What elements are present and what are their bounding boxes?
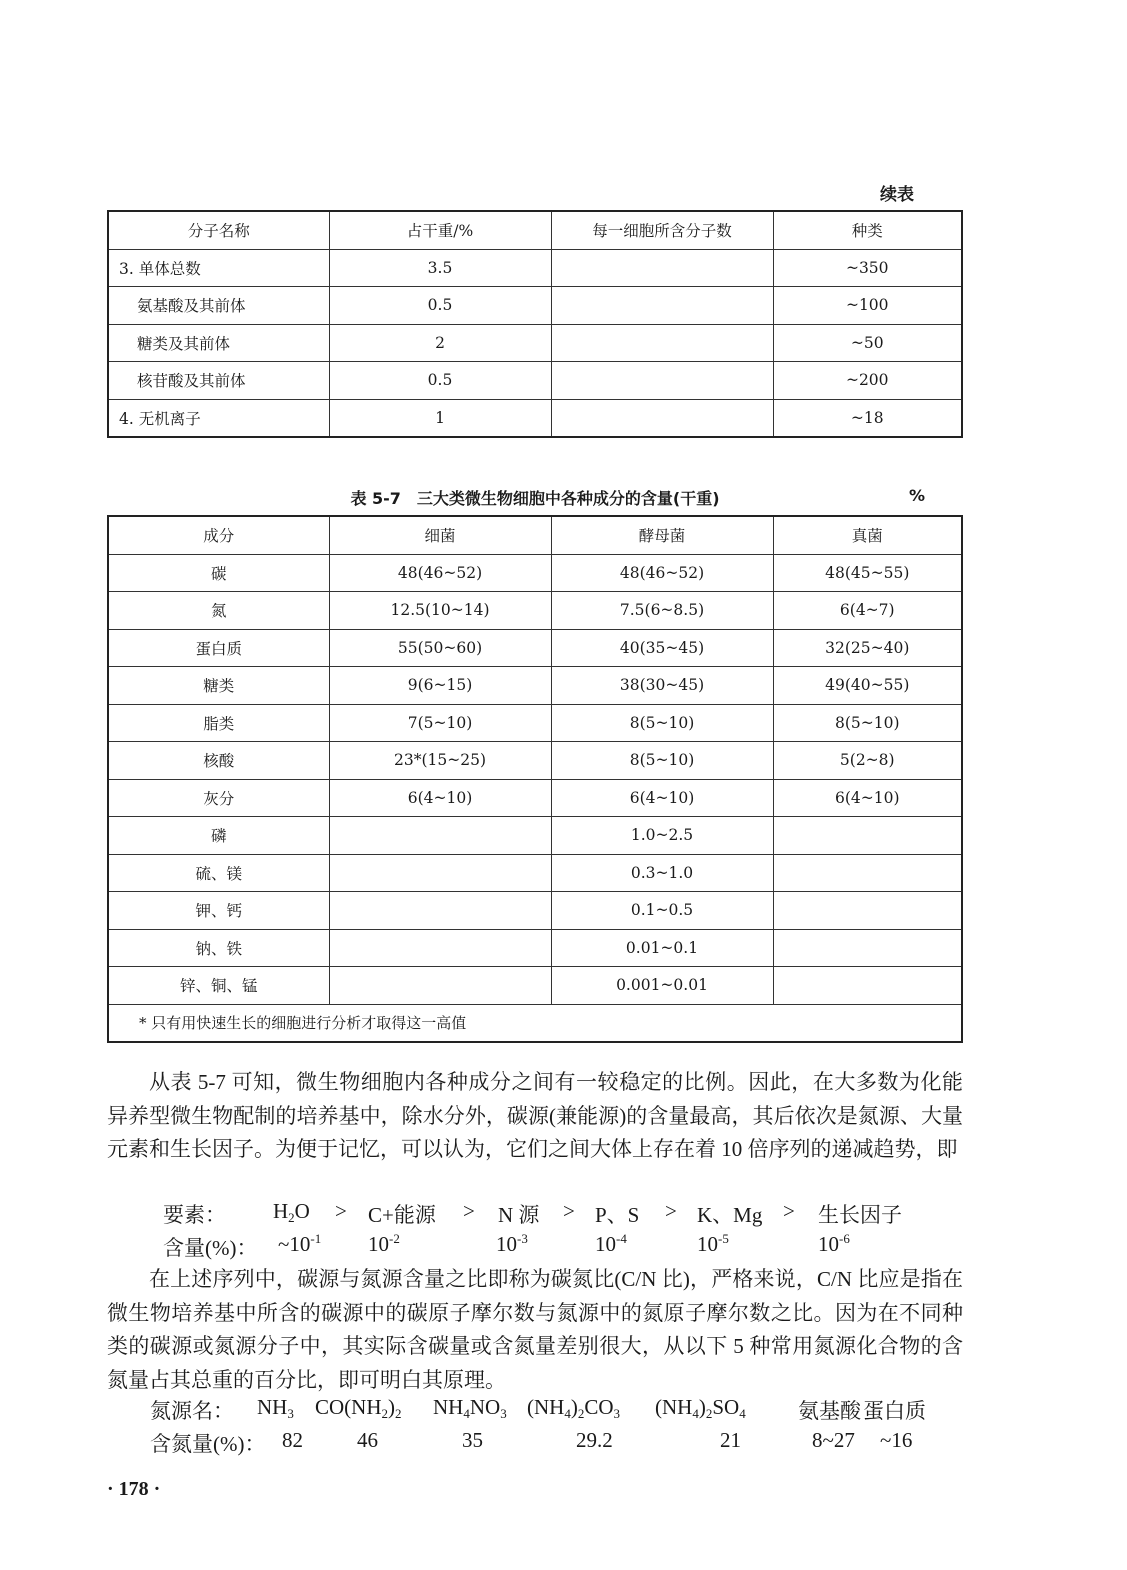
bacteria-cell bbox=[329, 817, 551, 855]
caption-text: 表 5-7 三大类微生物细胞中各种成分的含量(干重) bbox=[350, 489, 720, 508]
molecule-count-cell bbox=[551, 287, 773, 325]
table-row bbox=[108, 362, 962, 400]
nitrogen-content-value: 35 bbox=[462, 1428, 483, 1452]
table-row bbox=[108, 324, 962, 362]
sequence-element: 生长因子 bbox=[818, 1203, 902, 1227]
table-row bbox=[108, 854, 962, 892]
nitrogen-content-value: 8~27 bbox=[812, 1428, 855, 1452]
table-row bbox=[108, 779, 962, 817]
greater-than-sign: > bbox=[563, 1199, 575, 1223]
component-cell: 蛋白质 bbox=[108, 629, 329, 667]
column-header: 细菌 bbox=[329, 516, 551, 554]
molecule-name-cell: 氨基酸及其前体 bbox=[108, 287, 329, 325]
paragraph-2 bbox=[107, 1263, 963, 1397]
fungi-cell: 32(25~40) bbox=[773, 629, 962, 667]
component-cell: 糖类 bbox=[108, 667, 329, 705]
nitrogen-content-label: 含氮量(%)： bbox=[150, 1432, 266, 1456]
yeast-cell: 0.01~0.1 bbox=[551, 929, 773, 967]
table-row bbox=[108, 704, 962, 742]
table-row bbox=[108, 249, 962, 287]
molecule-name-cell: 4. 无机离子 bbox=[108, 399, 329, 437]
table-footnote: * 只有用快速生长的细胞进行分析才取得这一高值 bbox=[108, 1004, 962, 1042]
kinds-cell: ~350 bbox=[773, 249, 962, 287]
nitrogen-source-name: $NH_4NO_3$ bbox=[433, 1395, 507, 1421]
component-cell: 钾、钙 bbox=[108, 892, 329, 930]
fungi-cell: 5(2~8) bbox=[773, 742, 962, 780]
kinds-cell: ~50 bbox=[773, 324, 962, 362]
nitrogen-source-name: $(NH_4)_2CO_3$ bbox=[527, 1395, 621, 1421]
kinds-cell: ~200 bbox=[773, 362, 962, 400]
yeast-cell: 8(5~10) bbox=[551, 742, 773, 780]
sequence-element: K、Mg bbox=[697, 1203, 763, 1227]
molecule-name-cell: 3. 单体总数 bbox=[108, 249, 329, 287]
column-header: 成分 bbox=[108, 516, 329, 554]
nitrogen-content-value: 46 bbox=[357, 1428, 378, 1452]
table-row bbox=[108, 929, 962, 967]
molecule-count-cell bbox=[551, 324, 773, 362]
nitrogen-content-row bbox=[150, 1428, 970, 1458]
component-cell: 碳 bbox=[108, 554, 329, 592]
yeast-cell: 7.5(6~8.5) bbox=[551, 592, 773, 630]
bacteria-cell: 7(5~10) bbox=[329, 704, 551, 742]
table-row bbox=[108, 399, 962, 437]
nitrogen-source-label: 氮源名： bbox=[150, 1399, 234, 1423]
component-cell: 硫、镁 bbox=[108, 854, 329, 892]
footnote-row bbox=[108, 1004, 962, 1042]
dry-weight-cell: 2 bbox=[329, 324, 551, 362]
sequence-value: $\sim 10^{-1}$ bbox=[278, 1231, 322, 1256]
bacteria-cell: 48(46~52) bbox=[329, 554, 551, 592]
paragraph-1 bbox=[107, 1066, 963, 1167]
column-header: 真菌 bbox=[773, 516, 962, 554]
table-row bbox=[108, 967, 962, 1005]
molecule-table-continued bbox=[107, 210, 963, 438]
yeast-cell: 40(35~45) bbox=[551, 629, 773, 667]
nitrogen-source-name: 蛋白质 bbox=[863, 1399, 926, 1423]
fungi-cell: 6(4~10) bbox=[773, 779, 962, 817]
table-row bbox=[108, 554, 962, 592]
bacteria-cell: 6(4~10) bbox=[329, 779, 551, 817]
sequence-element: P、S bbox=[595, 1203, 640, 1227]
sequence-value: $10^{-6}$ bbox=[818, 1231, 850, 1256]
component-cell: 锌、铜、锰 bbox=[108, 967, 329, 1005]
molecule-name-cell: 核苷酸及其前体 bbox=[108, 362, 329, 400]
bacteria-cell bbox=[329, 854, 551, 892]
table-row bbox=[108, 287, 962, 325]
fungi-cell bbox=[773, 892, 962, 930]
sequence-value: $10^{-3}$ bbox=[496, 1231, 528, 1256]
nitrogen-content-value: ~16 bbox=[880, 1428, 913, 1452]
greater-than-sign: > bbox=[463, 1199, 475, 1223]
sequence-element: N 源 bbox=[498, 1203, 540, 1227]
molecule-count-cell bbox=[551, 249, 773, 287]
dry-weight-cell: 0.5 bbox=[329, 287, 551, 325]
yeast-cell: 6(4~10) bbox=[551, 779, 773, 817]
column-header: 占干重/% bbox=[329, 211, 551, 249]
dry-weight-cell: 0.5 bbox=[329, 362, 551, 400]
paragraph-text: 在上述序列中，碳源与氮源含量之比即称为碳氮比(C/N 比)，严格来说，C/N 比应是指在微生物培养基中所含的碳源中的碳原子摩尔数与氮源中的氮原子摩尔数之比。因为在不同种类的碳源或氮源分子中，其实际含碳量或含氮量差别很大，从以下 5 种常用氮源化合物的含氮量占其总重的百分比，即可明白其原理。 bbox=[107, 1267, 963, 1392]
continued-label: 续表 bbox=[880, 185, 914, 205]
table-row bbox=[108, 592, 962, 630]
dry-weight-cell: 1 bbox=[329, 399, 551, 437]
sequence-value: $10^{-2}$ bbox=[368, 1231, 400, 1256]
yeast-cell: 0.1~0.5 bbox=[551, 892, 773, 930]
nitrogen-source-name: $(NH_4)_2SO_4$ bbox=[655, 1395, 746, 1421]
fungi-cell bbox=[773, 967, 962, 1005]
bacteria-cell: 55(50~60) bbox=[329, 629, 551, 667]
fungi-cell bbox=[773, 817, 962, 855]
table-caption bbox=[107, 486, 963, 509]
sequence-value: $10^{-5}$ bbox=[697, 1231, 729, 1256]
table-row bbox=[108, 817, 962, 855]
yeast-cell: 0.001~0.01 bbox=[551, 967, 773, 1005]
bacteria-cell: 23*(15~25) bbox=[329, 742, 551, 780]
bacteria-cell: 12.5(10~14) bbox=[329, 592, 551, 630]
nitrogen-content-value: 21 bbox=[720, 1428, 741, 1452]
column-header: 酵母菌 bbox=[551, 516, 773, 554]
bacteria-cell bbox=[329, 967, 551, 1005]
component-cell: 灰分 bbox=[108, 779, 329, 817]
table-row bbox=[108, 667, 962, 705]
component-cell: 核酸 bbox=[108, 742, 329, 780]
unit-label: % bbox=[908, 486, 925, 505]
component-cell: 磷 bbox=[108, 817, 329, 855]
sequence-value: $10^{-4}$ bbox=[595, 1231, 627, 1256]
sequence-content-row bbox=[163, 1232, 963, 1262]
yeast-cell: 0.3~1.0 bbox=[551, 854, 773, 892]
nitrogen-content-value: 82 bbox=[282, 1428, 303, 1452]
bacteria-cell bbox=[329, 892, 551, 930]
nitrogen-source-name: $NH_3$ bbox=[257, 1395, 294, 1421]
component-cell: 氮 bbox=[108, 592, 329, 630]
fungi-cell: 48(45~55) bbox=[773, 554, 962, 592]
fungi-cell: 6(4~7) bbox=[773, 592, 962, 630]
nitrogen-source-row bbox=[150, 1395, 970, 1425]
sequence-element: C+能源 bbox=[368, 1203, 436, 1227]
fungi-cell bbox=[773, 854, 962, 892]
greater-than-sign: > bbox=[335, 1199, 347, 1223]
column-header: 每一细胞所含分子数 bbox=[551, 211, 773, 249]
molecule-count-cell bbox=[551, 399, 773, 437]
dry-weight-cell: 3.5 bbox=[329, 249, 551, 287]
table-row bbox=[108, 742, 962, 780]
column-header: 种类 bbox=[773, 211, 962, 249]
page-number: · 178 · bbox=[107, 1478, 161, 1500]
sequence-element: $H_2O$ bbox=[273, 1199, 310, 1225]
nitrogen-content-value: 29.2 bbox=[576, 1428, 613, 1452]
table-header-row bbox=[108, 211, 962, 249]
fungi-cell: 49(40~55) bbox=[773, 667, 962, 705]
table-header-row bbox=[108, 516, 962, 554]
component-cell: 钠、铁 bbox=[108, 929, 329, 967]
sequence-content-label: 含量(%)： bbox=[163, 1236, 258, 1260]
nitrogen-source-name: 氨基酸 bbox=[798, 1399, 861, 1423]
bacteria-cell bbox=[329, 929, 551, 967]
molecule-name-cell: 糖类及其前体 bbox=[108, 324, 329, 362]
sequence-label: 要素： bbox=[163, 1203, 226, 1227]
yeast-cell: 48(46~52) bbox=[551, 554, 773, 592]
yeast-cell: 38(30~45) bbox=[551, 667, 773, 705]
column-header: 分子名称 bbox=[108, 211, 329, 249]
kinds-cell: ~100 bbox=[773, 287, 962, 325]
greater-than-sign: > bbox=[665, 1199, 677, 1223]
composition-table bbox=[107, 515, 963, 1043]
table-row bbox=[108, 892, 962, 930]
nitrogen-source-name: $CO(NH_2)_2$ bbox=[315, 1395, 402, 1421]
fungi-cell bbox=[773, 929, 962, 967]
paragraph-text: 从表 5-7 可知，微生物细胞内各种成分之间有一较稳定的比例。因此，在大多数为化能异养型微生物配制的培养基中，除水分外，碳源(兼能源)的含量最高，其后依次是氮源、大量元素和生长因子。为便于记忆，可以认为，它们之间大体上存在着 10 倍序列的递减趋势，即 bbox=[107, 1070, 963, 1161]
yeast-cell: 1.0~2.5 bbox=[551, 817, 773, 855]
fungi-cell: 8(5~10) bbox=[773, 704, 962, 742]
bacteria-cell: 9(6~15) bbox=[329, 667, 551, 705]
table-row bbox=[108, 629, 962, 667]
kinds-cell: ~18 bbox=[773, 399, 962, 437]
sequence-elements-row bbox=[163, 1199, 963, 1229]
component-cell: 脂类 bbox=[108, 704, 329, 742]
yeast-cell: 8(5~10) bbox=[551, 704, 773, 742]
greater-than-sign: > bbox=[783, 1199, 795, 1223]
molecule-count-cell bbox=[551, 362, 773, 400]
